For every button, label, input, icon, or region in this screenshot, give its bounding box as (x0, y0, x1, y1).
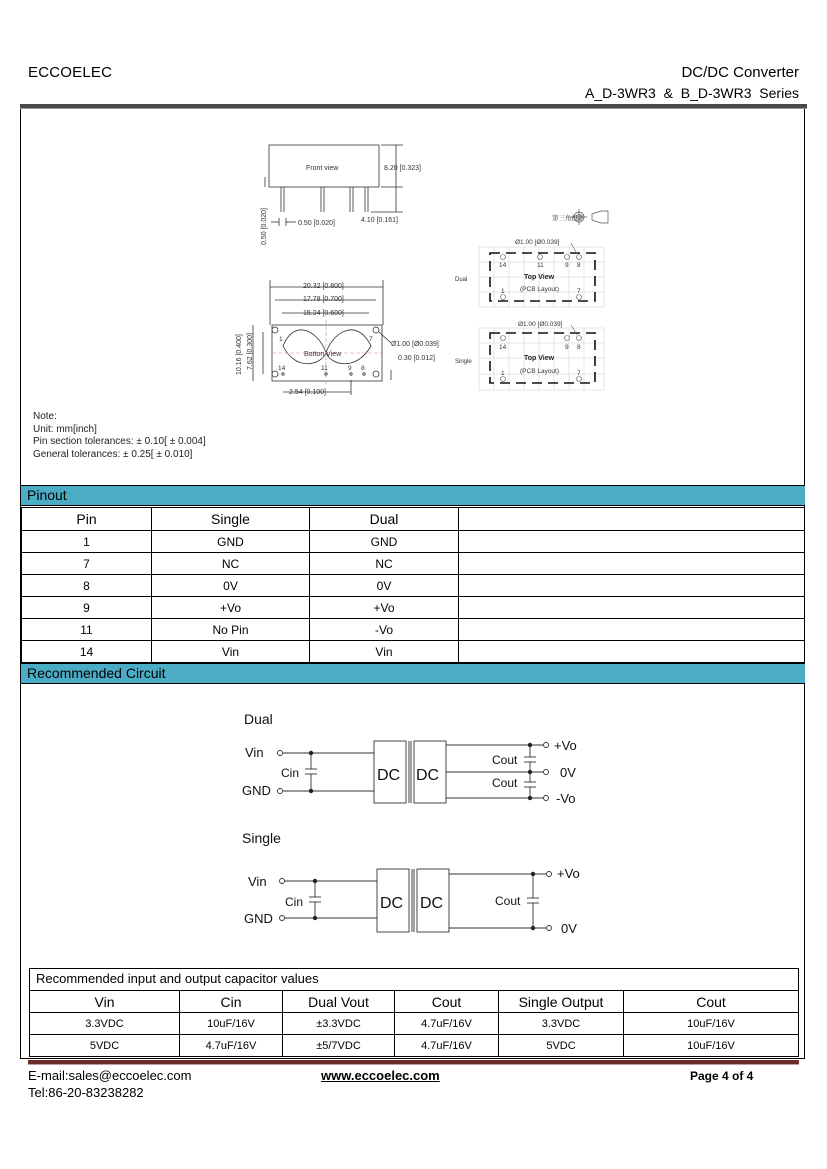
cap-cell: 5VDC (499, 1035, 624, 1057)
dim-height: 8.20 [0.323] (384, 165, 421, 172)
pinout-row (22, 553, 805, 575)
capacitor-table (29, 990, 799, 1057)
dual-cout2-label: Cout (492, 776, 518, 790)
brand-name: ECCOELEC (28, 64, 113, 81)
dim-pitch: 2.54 [0.100] (289, 389, 326, 396)
cap-cell: 10uF/16V (624, 1013, 799, 1035)
dual-pin-1: 1 (501, 288, 505, 295)
recommended-circuit-diagrams (230, 700, 600, 955)
note-unit: Unit: mm[inch] (33, 423, 97, 435)
single-gnd-label: GND (244, 911, 273, 926)
dim-pin-span-1: 17.78 [0.700] (303, 296, 344, 303)
pinout-header-pin: Pin (22, 508, 152, 531)
bottom-pin-8: 8 (361, 365, 365, 372)
blank-cell (459, 619, 805, 641)
footer-rule-thin (28, 1064, 799, 1065)
pinout-section-header: Pinout (21, 485, 805, 506)
bottom-pin-9: 9 (348, 365, 352, 372)
dim-length: 20.32 [0.800] (303, 283, 344, 290)
dim-width: 10.16 [0.400] (236, 334, 243, 375)
dual-vin-label: Vin (245, 745, 264, 760)
dim-pin-width: 0.50 [0.020] (298, 220, 335, 227)
dual-dc1-label: DC (377, 767, 401, 784)
single-vo-pos-label: +Vo (557, 866, 580, 881)
single-cell: NC (152, 553, 310, 575)
single-pcb-layout-label: (PCB Layout) (520, 368, 560, 375)
dual-pin-8: 8 (577, 262, 581, 269)
dim-hole: Ø1.00 [Ø0.039] (391, 341, 439, 348)
pin-cell: 11 (22, 619, 152, 641)
cap-cell: 3.3VDC (499, 1013, 624, 1035)
single-cell: 0V (152, 575, 310, 597)
single-pin-9: 9 (565, 344, 569, 351)
single-cell: GND (152, 531, 310, 553)
front-view-label: Front view (306, 165, 339, 172)
pinout-row (22, 641, 805, 663)
cap-cell: 4.7uF/16V (395, 1013, 499, 1035)
cap-header-dual-cout: Cout (395, 991, 499, 1013)
cap-cell: 3.3VDC (30, 1013, 180, 1035)
dual-vo-pos-label: +Vo (554, 738, 577, 753)
bottom-pin-14: 14 (278, 365, 286, 372)
dim-offset: 0.30 [0.012] (398, 355, 435, 362)
capacitor-row (30, 1035, 799, 1057)
dual-pin-7: 7 (577, 288, 581, 295)
pin-cell: 8 (22, 575, 152, 597)
blank-cell (459, 641, 805, 663)
third-angle-projection-icon (571, 209, 608, 225)
cap-cell: 4.7uF/16V (395, 1035, 499, 1057)
capacitor-row (30, 1013, 799, 1035)
bottom-pin-1: 1 (279, 336, 283, 343)
single-pin-1: 1 (501, 370, 505, 377)
dual-vo-neg-label: -Vo (556, 791, 576, 806)
bottom-view-label: Botton View (304, 351, 342, 358)
dual-top-view-label: Top View (524, 274, 555, 281)
single-cin-label: Cin (285, 895, 304, 909)
bottom-pin-11: 11 (321, 365, 328, 372)
note-pin-tolerance: Pin section tolerances: ± 0.10[ ± 0.004] (33, 436, 206, 447)
drawing-note (33, 411, 206, 461)
dual-pin-9: 9 (565, 262, 569, 269)
cap-header-single-cout: Cout (624, 991, 799, 1013)
dual-dc2-label: DC (416, 767, 440, 784)
single-dc1-label: DC (380, 895, 404, 912)
dual-gnd-label: GND (242, 783, 271, 798)
dual-pin-14: 14 (499, 262, 507, 269)
dual-pcb-layout-label: (PCB Layout) (520, 286, 560, 293)
pinout-table (21, 507, 805, 663)
single-dc2-label: DC (420, 895, 444, 912)
single-pin-8: 8 (577, 344, 581, 351)
single-zero-label: 0V (561, 921, 577, 936)
single-label: Single (455, 359, 472, 365)
footer-email: E-mail:sales@eccoelec.com (28, 1068, 192, 1083)
single-hole-dim: Ø1.00 [Ø0.039] (518, 321, 563, 328)
footer-website-link[interactable]: www.eccoelec.com (321, 1068, 440, 1083)
note-title: Note: (33, 411, 57, 422)
pin-cell: 1 (22, 531, 152, 553)
dual-cell: +Vo (310, 597, 459, 619)
dual-cin-label: Cin (281, 766, 300, 780)
footer-tel: Tel:86-20-83238282 (28, 1085, 144, 1100)
pinout-header-dual: Dual (310, 508, 459, 531)
single-pin-14: 14 (499, 344, 507, 351)
dual-circuit-title: Dual (244, 711, 273, 727)
blank-cell (459, 553, 805, 575)
pin-cell: 9 (22, 597, 152, 619)
cap-cell: ±5/7VDC (283, 1035, 395, 1057)
cap-header-cin: Cin (180, 991, 283, 1013)
single-vin-label: Vin (248, 874, 267, 889)
dual-label: Dual (455, 277, 468, 283)
pinout-header-single: Single (152, 508, 310, 531)
single-cell: Vin (152, 641, 310, 663)
pinout-header-row (22, 508, 805, 531)
blank-cell (459, 575, 805, 597)
single-pin-7: 7 (577, 370, 581, 377)
pinout-row (22, 531, 805, 553)
dual-pin-11: 11 (537, 262, 544, 269)
cap-cell: 10uF/16V (624, 1035, 799, 1057)
single-cout-label: Cout (495, 894, 521, 908)
cap-header-vin: Vin (30, 991, 180, 1013)
single-cell: No Pin (152, 619, 310, 641)
pin-cell: 14 (22, 641, 152, 663)
dual-cell: -Vo (310, 619, 459, 641)
page-number: Page 4 of 4 (690, 1069, 754, 1083)
cap-cell: 10uF/16V (180, 1013, 283, 1035)
single-top-view-label: Top View (524, 355, 555, 362)
dual-hole-dim: Ø1.00 [Ø0.039] (515, 239, 560, 246)
dual-cell: 0V (310, 575, 459, 597)
dual-zero-label: 0V (560, 765, 576, 780)
note-general-tolerance: General tolerances: ± 0.25[ ± 0.010] (33, 448, 193, 460)
pinout-row (22, 619, 805, 641)
single-cell: +Vo (152, 597, 310, 619)
cap-cell: 4.7uF/16V (180, 1035, 283, 1057)
circuit-section-header: Recommended Circuit (21, 663, 805, 684)
pinout-row (22, 575, 805, 597)
capacitor-table-title: Recommended input and output capacitor values (36, 971, 319, 986)
dim-row-spacing: 7.62 [0.300] (247, 333, 254, 370)
dual-cout1-label: Cout (492, 753, 518, 767)
dual-cell: NC (310, 553, 459, 575)
pin-cell: 7 (22, 553, 152, 575)
cap-cell: ±3.3VDC (283, 1013, 395, 1035)
cap-cell: 5VDC (30, 1035, 180, 1057)
single-circuit-title: Single (242, 830, 281, 846)
product-type: DC/DC Converter (681, 64, 799, 81)
cap-header-dual-vout: Dual Vout (283, 991, 395, 1013)
pinout-header-blank (459, 508, 805, 531)
dual-cell: GND (310, 531, 459, 553)
cap-header-single-output: Single Output (499, 991, 624, 1013)
dim-standoff: 0.50 [0.020] (261, 208, 268, 245)
capacitor-header-row (30, 991, 799, 1013)
dual-cell: Vin (310, 641, 459, 663)
blank-cell (459, 597, 805, 619)
blank-cell (459, 531, 805, 553)
dual-circuit (278, 741, 549, 803)
dim-pin-span-2: 15.24 [0.600] (303, 310, 344, 317)
projection-label: 第三角投影 (552, 215, 585, 222)
pinout-row (22, 597, 805, 619)
bottom-pin-7: 7 (369, 336, 373, 343)
product-series: A_D-3WR3 & B_D-3WR3 Series (585, 85, 799, 101)
dim-pin-length: 4.10 [0.161] (361, 217, 398, 224)
